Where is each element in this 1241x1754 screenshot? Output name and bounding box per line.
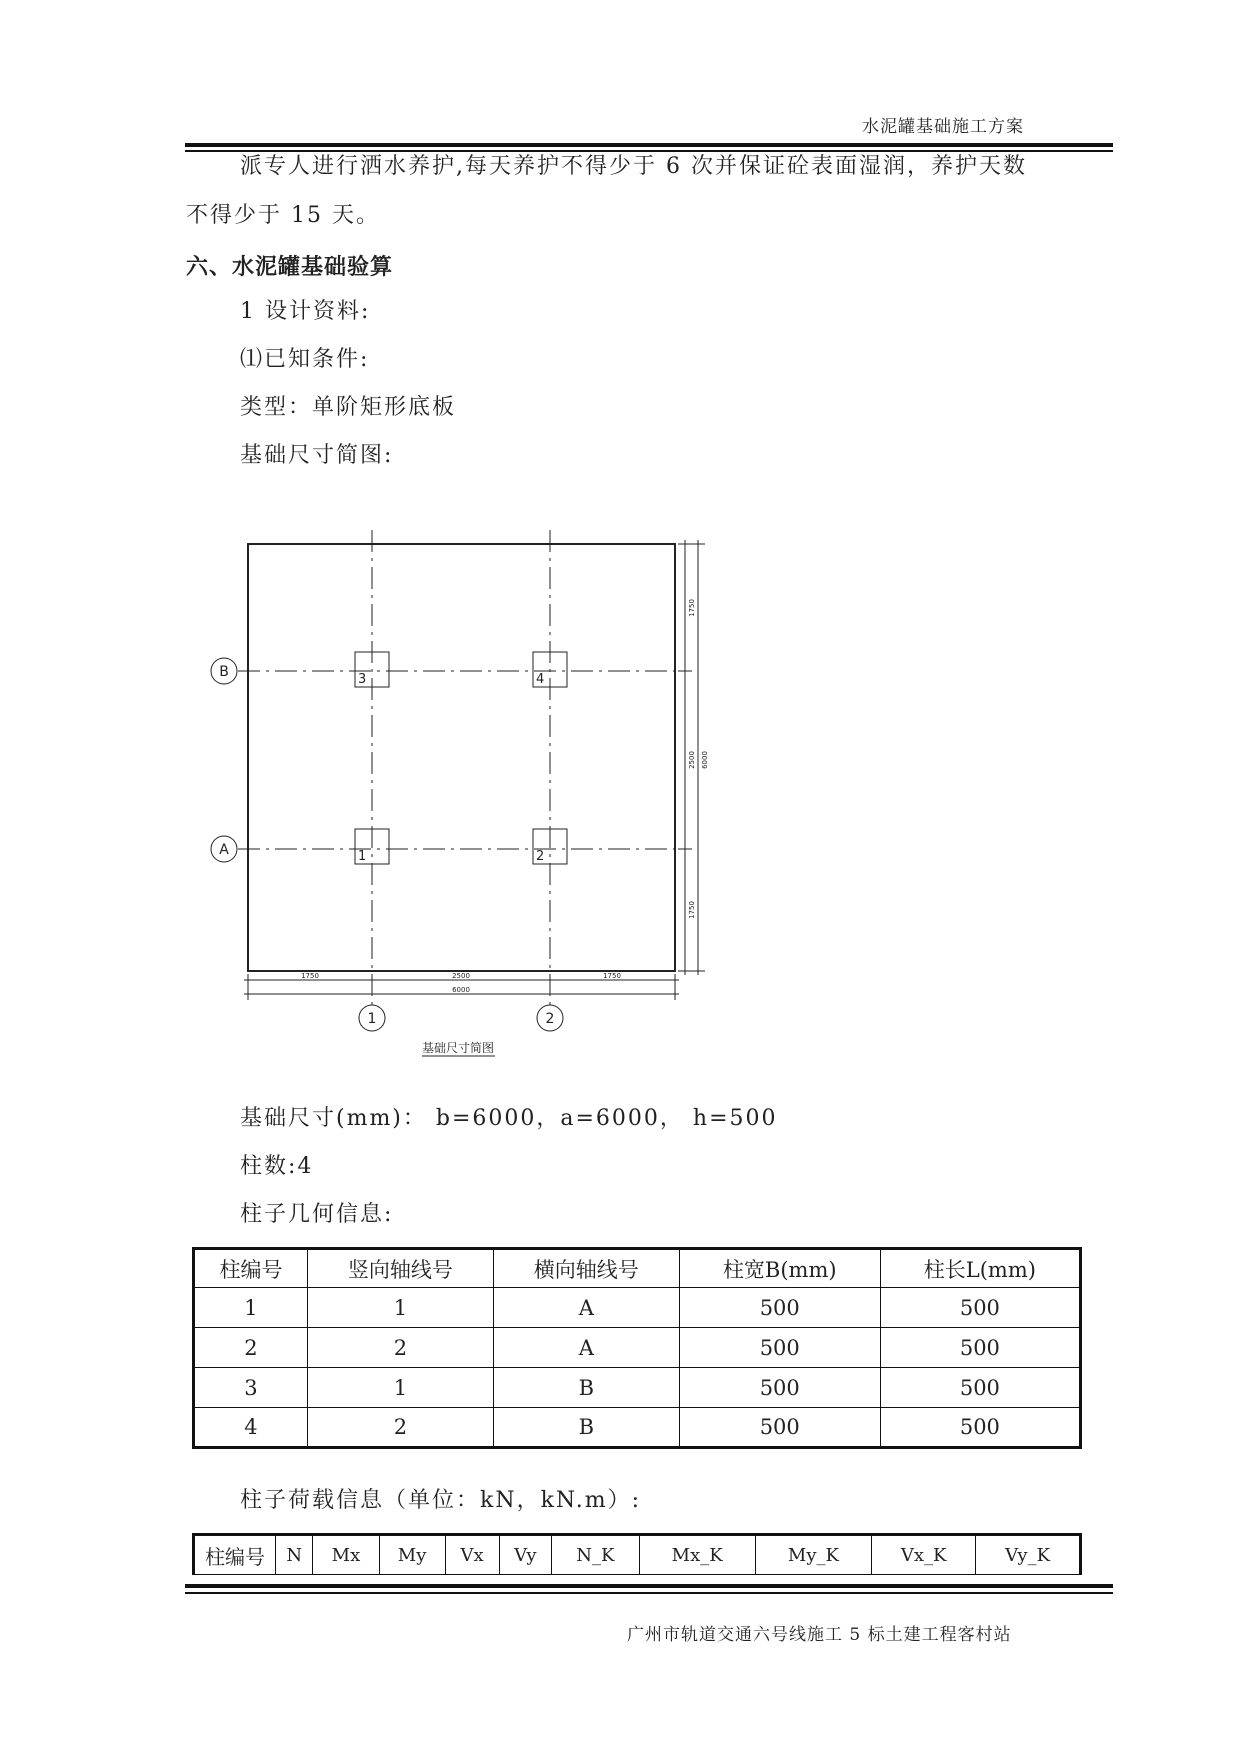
- table-header-cell: N_K: [552, 1535, 640, 1575]
- footer-text: 广州市轨道交通六号线施工 5 标土建工程客村站: [627, 1625, 1012, 1645]
- dim-bottom-total: 6000: [452, 986, 470, 994]
- table-cell: 1: [307, 1368, 493, 1408]
- table-cell: 500: [880, 1328, 1080, 1368]
- table-row: [194, 1368, 1081, 1408]
- table-header-cell: 柱宽B(mm): [679, 1249, 880, 1288]
- table-cell: 2: [194, 1328, 308, 1368]
- table-header-cell: Vx: [445, 1535, 499, 1575]
- column-number-3: 3: [358, 672, 367, 687]
- table-row: [194, 1408, 1081, 1448]
- dim-bottom-2: 2500: [452, 972, 470, 980]
- column-number-2: 2: [536, 849, 545, 864]
- foundation-drawing: [200, 530, 720, 1070]
- table-row: [194, 1328, 1081, 1368]
- table-header-cell: My: [379, 1535, 445, 1575]
- table-cell: 1: [307, 1288, 493, 1328]
- table-header-row: [194, 1249, 1081, 1288]
- column-load-table: [192, 1533, 1082, 1575]
- axis-label-a: A: [219, 842, 229, 858]
- table-header-cell: Vy: [499, 1535, 551, 1575]
- axis-label-2: 2: [545, 1011, 555, 1027]
- table-cell: A: [493, 1288, 679, 1328]
- table-header-cell: 柱编号: [194, 1249, 308, 1288]
- dim-right-total: 6000: [701, 751, 709, 769]
- table-header-cell: 横向轴线号: [493, 1249, 679, 1288]
- table-cell: 500: [880, 1368, 1080, 1408]
- diagram-label: 基础尺寸简图:: [240, 443, 394, 468]
- load-label: 柱子荷载信息（单位：kN，kN.m）:: [240, 1488, 642, 1513]
- footer-rule-thick: [185, 1584, 1113, 1588]
- axis-label-b: B: [219, 664, 229, 680]
- table-cell: 500: [880, 1408, 1080, 1448]
- column-number-4: 4: [536, 672, 545, 687]
- table-row: [194, 1288, 1081, 1328]
- design-data-label: 1 设计资料:: [240, 299, 371, 324]
- dim-bottom-1: 1750: [301, 972, 319, 980]
- table-cell: 500: [679, 1408, 880, 1448]
- dim-right-1: 1750: [688, 599, 696, 617]
- table-header-cell: Vy_K: [976, 1535, 1081, 1575]
- known-conditions-label: ⑴已知条件:: [240, 347, 370, 372]
- header-rule-thick: [185, 143, 1113, 147]
- section-heading: 六、水泥罐基础验算: [186, 255, 394, 280]
- dim-bottom-3: 1750: [603, 972, 621, 980]
- header-title: 水泥罐基础施工方案: [862, 117, 1024, 137]
- table-header-row: [194, 1535, 1081, 1575]
- table-header-cell: 柱长L(mm): [880, 1249, 1080, 1288]
- table-cell: 3: [194, 1368, 308, 1408]
- dim-right-2: 2500: [688, 751, 696, 769]
- table-header-cell: N: [276, 1535, 313, 1575]
- table-cell: 2: [307, 1328, 493, 1368]
- column-count: 柱数:4: [240, 1154, 314, 1179]
- table-header-cell: 柱编号: [194, 1535, 276, 1575]
- table-cell: 4: [194, 1408, 308, 1448]
- table-cell: 2: [307, 1408, 493, 1448]
- body-line-2: 不得少于 15 天。: [186, 203, 380, 228]
- table-cell: B: [493, 1368, 679, 1408]
- type-line: 类型：单阶矩形底板: [240, 395, 457, 420]
- table-cell: 500: [679, 1328, 880, 1368]
- drawing-caption: 基础尺寸简图: [421, 1041, 495, 1055]
- dims-line: 基础尺寸(mm)： b=6000，a=6000， h=500: [240, 1106, 778, 1131]
- table-cell: 1: [194, 1288, 308, 1328]
- table-header-cell: 竖向轴线号: [307, 1249, 493, 1288]
- table-cell: B: [493, 1408, 679, 1448]
- column-geometry-label: 柱子几何信息:: [240, 1202, 394, 1227]
- dim-right-3: 1750: [688, 901, 696, 919]
- table-header-cell: Vx_K: [872, 1535, 976, 1575]
- slab-outline: [248, 544, 675, 971]
- table-cell: 500: [880, 1288, 1080, 1328]
- table-header-cell: My_K: [755, 1535, 871, 1575]
- table-cell: 500: [679, 1288, 880, 1328]
- table-cell: A: [493, 1328, 679, 1368]
- table-cell: 500: [679, 1368, 880, 1408]
- body-line-1: 派专人进行洒水养护,每天养护不得少于 6 次并保证砼表面湿润，养护天数: [240, 154, 1027, 179]
- column-geometry-table: [192, 1247, 1082, 1449]
- column-number-1: 1: [358, 849, 367, 864]
- footer-rule-thin: [185, 1592, 1113, 1594]
- table-header-cell: Mx: [313, 1535, 379, 1575]
- axis-label-1: 1: [367, 1011, 377, 1027]
- table-header-cell: Mx_K: [639, 1535, 755, 1575]
